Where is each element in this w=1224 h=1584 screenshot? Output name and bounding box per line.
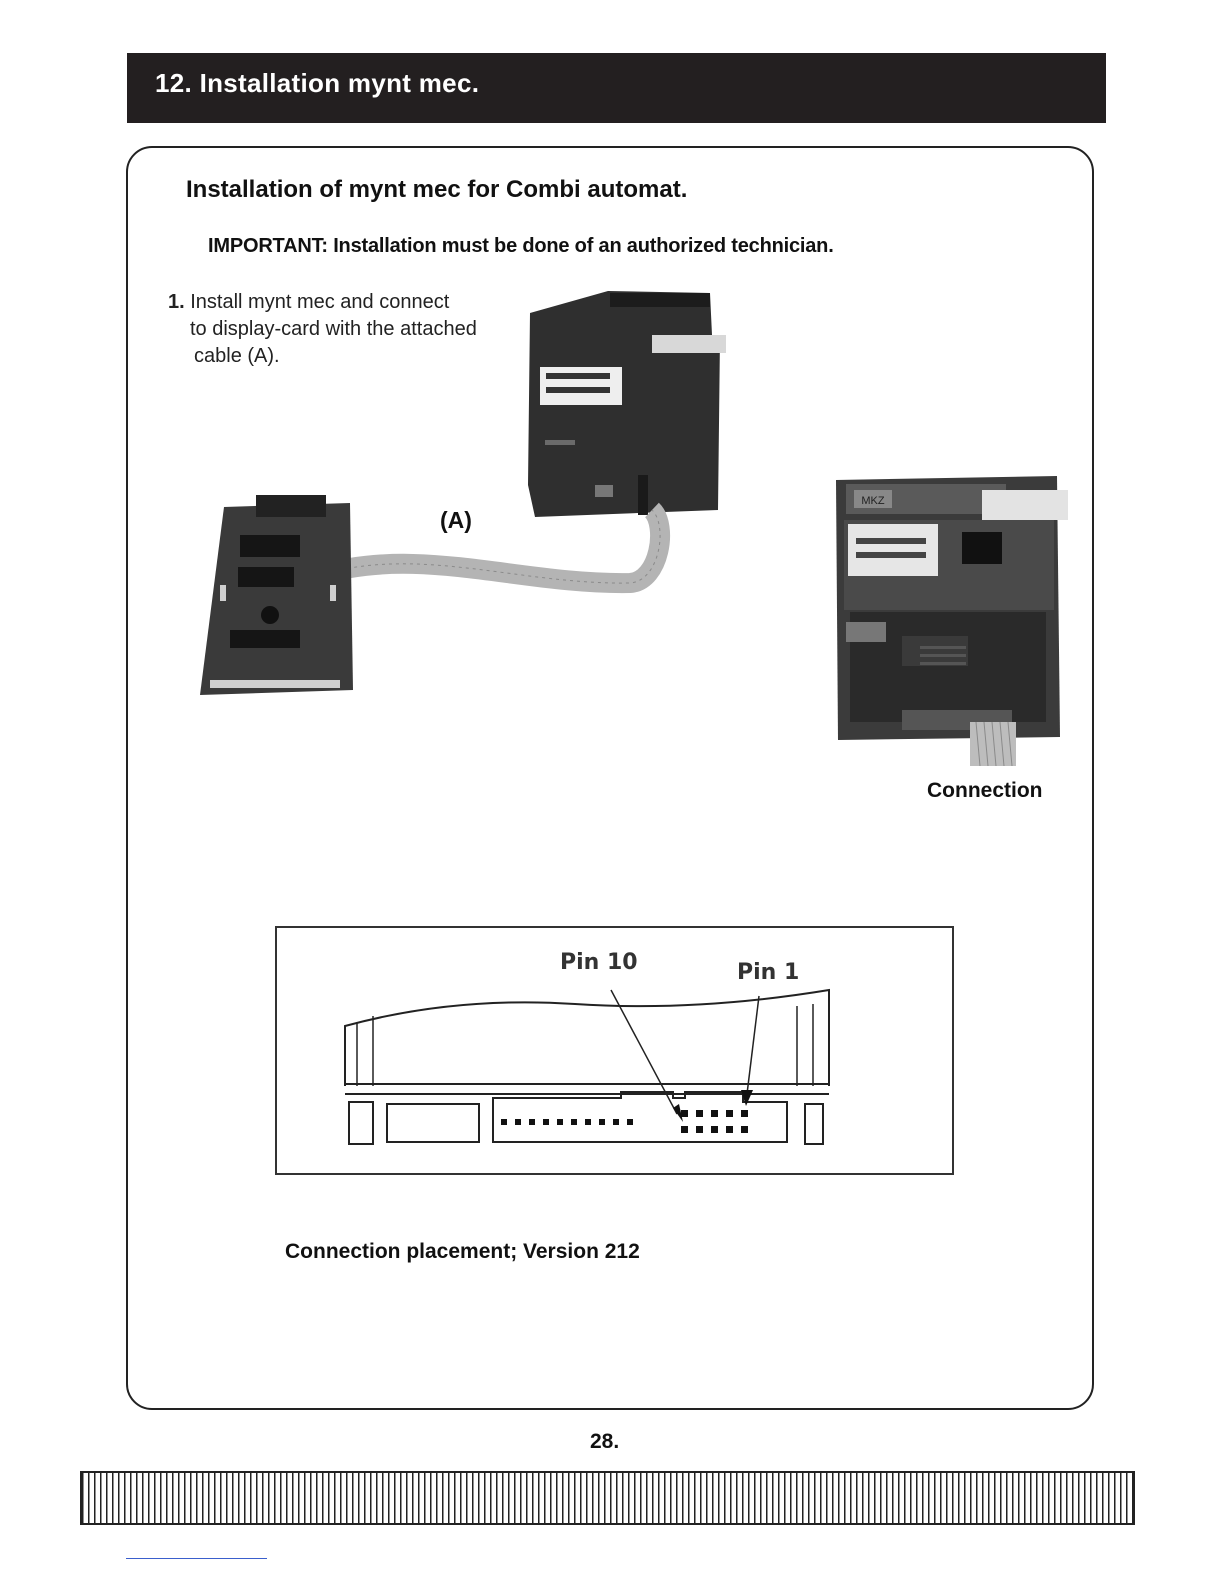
- ribbon-cable: [320, 510, 660, 583]
- cable-label: (A): [440, 507, 472, 533]
- step-line-2: to display-card with the attached: [190, 318, 477, 340]
- installation-photo: [190, 285, 750, 715]
- connector-diagram: [275, 926, 955, 1176]
- step-line-1: Install mynt mec and connect: [190, 291, 450, 313]
- page-number: 28.: [590, 1430, 620, 1453]
- important-notice: IMPORTANT: Installation must be done of an authorized technician.: [208, 235, 834, 257]
- connection-label: Connection: [927, 779, 1043, 802]
- diagram-caption: Connection placement; Version 212: [285, 1240, 640, 1263]
- connection-photo: [832, 472, 1072, 772]
- coin-mech-unit: [528, 291, 726, 517]
- pin10-label: Pin 10: [560, 950, 638, 975]
- step-line-3: cable (A).: [194, 345, 280, 367]
- footer-link-underline: [126, 1558, 267, 1559]
- section-header-title: 12. Installation mynt mec.: [155, 68, 480, 98]
- pin1-label: Pin 1: [737, 960, 800, 985]
- step-number: 1.: [168, 291, 185, 313]
- section-header-bar: [127, 53, 1106, 123]
- page-title: Installation of mynt mec for Combi automat.: [186, 176, 688, 203]
- footer-stripe-bar: [80, 1471, 1135, 1525]
- mkz-label: MKZ: [861, 495, 885, 507]
- display-card-pcb: [200, 495, 353, 695]
